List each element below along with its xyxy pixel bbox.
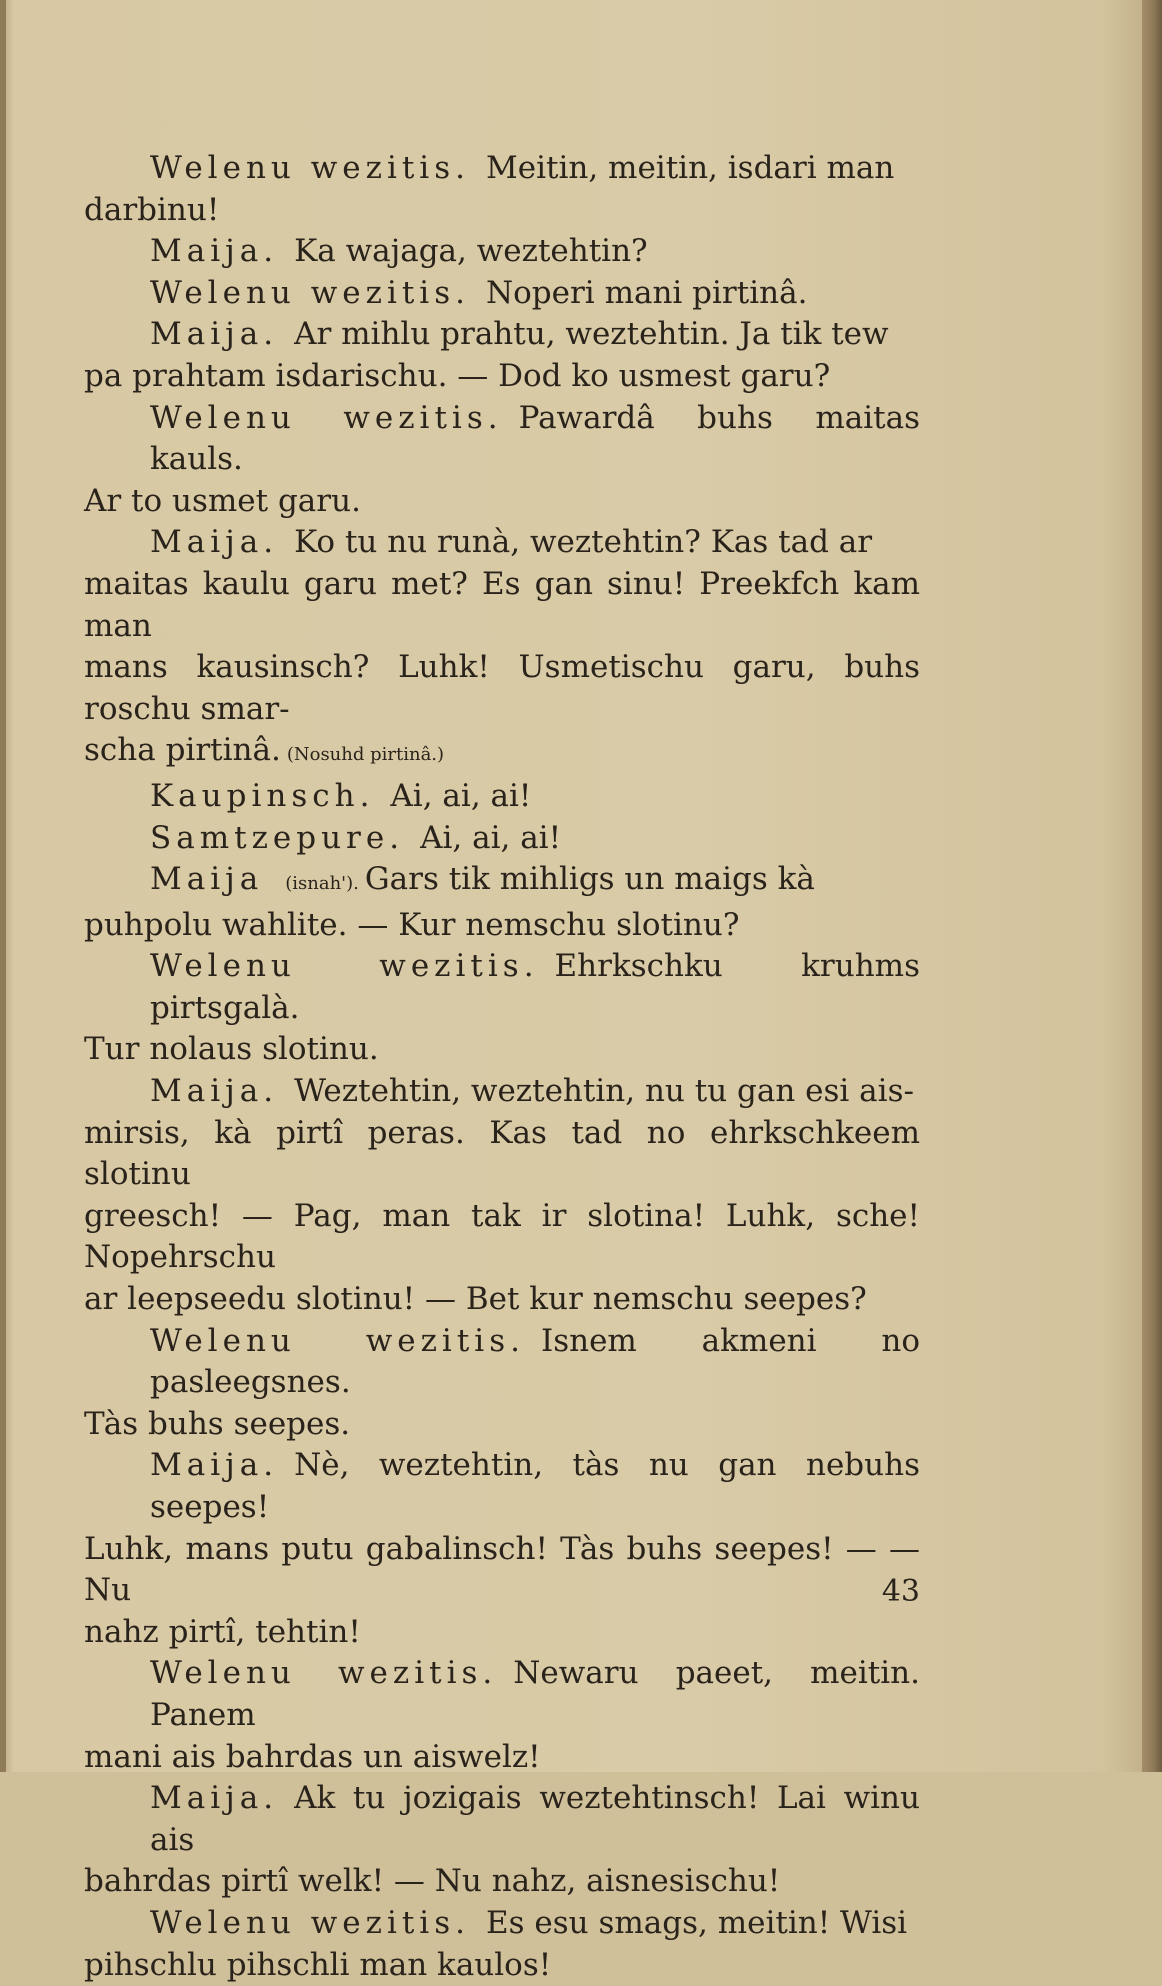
dialogue-text: Isnem akmeni no pasleegsnes. <box>150 1322 920 1401</box>
dialogue-continuation <box>84 905 920 947</box>
speaker-name: Maija <box>150 861 264 898</box>
dialogue-line <box>84 1653 920 1778</box>
speaker-name: Welenu wezitis. <box>150 1904 470 1941</box>
speaker-name: Maija. <box>150 233 279 270</box>
dialogue-first-line <box>84 1321 920 1404</box>
dialogue-continuation-text: puhpolu wahlite. — Kur nemschu slotinu? <box>84 906 740 943</box>
dialogue-first-line <box>84 273 920 315</box>
dialogue-line <box>84 1321 920 1446</box>
dialogue-text: Es esu smags, meitin! Wisi <box>486 1904 908 1941</box>
dialogue-line <box>84 818 920 860</box>
dialogue-continuation-text: greesch! — Pag, man tak ir slotina! Luhk, sche! Nopehrschu <box>84 1197 920 1276</box>
dialogue-first-line <box>84 398 920 481</box>
speaker-name: Kaupinsch. <box>150 777 375 814</box>
dialogue-first-line <box>84 1778 920 1861</box>
dialogue-continuation <box>84 1029 920 1071</box>
dialogue-continuation-text: bahrdas pirtî welk! — Nu nahz, aisnesischu! <box>84 1863 781 1900</box>
speaker-name: Welenu wezitis. <box>150 399 503 436</box>
page-number: 43 <box>881 1574 920 1609</box>
dialogue-continuation <box>84 481 920 523</box>
dialogue-text: Ehrkschku kruhms pirtsgalà. <box>150 948 920 1026</box>
dialogue-line <box>84 859 920 946</box>
dialogue-text: Ak tu jozigais weztehtinsch! Lai winu ais <box>150 1780 920 1858</box>
speaker-name: Maija. <box>150 524 279 561</box>
speaker-name: Maija. <box>150 316 279 353</box>
dialogue-line <box>84 1903 920 1986</box>
dialogue-continuation-text: pihschlu pihschli man kaulos! <box>84 1946 552 1983</box>
dialogue-first-line <box>84 859 920 905</box>
dialogue-continuation-text: pa prahtam isdarischu. — Dod ko usmest garu? <box>84 357 831 394</box>
dialogue-text: Gars tik mihligs un maigs kà <box>364 861 815 898</box>
dialogue-text: Ai, ai, ai! <box>390 777 532 814</box>
dialogue-line <box>84 273 920 315</box>
page-gutter <box>1142 0 1162 1772</box>
dialogue-line <box>84 398 920 523</box>
dialogue-text: Ar mihlu prahtu, weztehtin. Ja tik tew <box>294 316 889 353</box>
dialogue-first-line <box>84 818 920 860</box>
dialogue-continuation <box>84 1612 920 1654</box>
dialogue-line <box>84 776 920 818</box>
dialogue-continuation <box>84 1196 920 1279</box>
dialogue-first-line <box>84 1903 920 1945</box>
dialogue-line <box>84 231 920 273</box>
dialogue-line <box>84 148 920 231</box>
page-text <box>84 148 920 1986</box>
dialogue-continuation-text: mans kausinsch? Luhk! Usmetischu garu, buhs roschu smar- <box>84 649 920 727</box>
dialogue-text: Weztehtin, weztehtin, nu tu gan esi ais- <box>294 1073 914 1110</box>
dialogue-text: Newaru paeet, meitin. Panem <box>150 1655 920 1733</box>
dialogue-continuation-text: scha pirtinâ. <box>84 732 281 769</box>
dialogue-first-line <box>84 231 920 273</box>
dialogue-continuation-text: darbinu! <box>84 191 220 228</box>
dialogue-first-line <box>84 148 920 190</box>
dialogue-continuation <box>84 356 920 398</box>
speaker-name: Welenu wezitis. <box>150 1655 498 1692</box>
dialogue-line <box>84 946 920 1071</box>
dialogue-text: Ai, ai, ai! <box>420 819 562 856</box>
dialogue-continuation <box>84 1529 920 1612</box>
dialogue-text: Noperi mani pirtinâ. <box>486 274 808 311</box>
dialogue-continuation-text: maitas kaulu garu met? Es gan sinu! Preekfch kam man <box>84 565 920 644</box>
dialogue-first-line <box>84 314 920 356</box>
dialogue-continuation-text: mani ais bahrdas un aiswelz! <box>84 1738 541 1775</box>
dialogue-line <box>84 522 920 776</box>
dialogue-continuation <box>84 1113 920 1196</box>
dialogue-text: Meitin, meitin, isdari man <box>486 150 895 186</box>
page-left-edge <box>0 0 6 1772</box>
dialogue-continuation-text: mirsis, kà pirtî peras. Kas tad no ehrkschkeem slotinu <box>84 1114 920 1193</box>
dialogue-continuation-text: Tàs buhs seepes. <box>84 1405 351 1442</box>
dialogue-text: Ka wajaga, weztehtin? <box>294 233 648 270</box>
stage-direction: (Nosuhd pirtinâ.) <box>286 744 445 766</box>
dialogue-first-line <box>84 776 920 818</box>
dialogue-first-line <box>84 1445 920 1528</box>
dialogue-continuation <box>84 730 920 776</box>
dialogue-continuation-text: Tur nolaus slotinu. <box>84 1031 379 1068</box>
dialogue-text: Pawardâ buhs maitas kauls. <box>150 399 920 478</box>
dialogue-first-line <box>84 1653 920 1736</box>
dialogue-text: Nè, weztehtin, tàs nu gan nebuhs seepes! <box>150 1447 920 1525</box>
stage-direction: (isnah'). <box>285 873 359 895</box>
speaker-name: Welenu wezitis. <box>150 150 470 186</box>
dialogue-continuation-text: nahz pirtî, tehtin! <box>84 1613 361 1650</box>
speaker-name: Samtzepure. <box>150 819 405 856</box>
dialogue-line <box>84 1445 920 1653</box>
dialogue-text: Ko tu nu runà, weztehtin? Kas tad ar <box>294 524 873 561</box>
dialogue-line <box>84 314 920 397</box>
dialogue-first-line <box>84 1071 920 1113</box>
speaker-name: Maija. <box>150 1073 279 1110</box>
dialogue-line <box>84 1071 920 1321</box>
dialogue-continuation <box>84 564 920 647</box>
dialogue-continuation <box>84 1279 920 1321</box>
speaker-name: Maija. <box>150 1447 279 1484</box>
dialogue-continuation <box>84 1404 920 1446</box>
dialogue-continuation-text: Ar to usmet garu. <box>84 482 361 519</box>
dialogue-first-line <box>84 522 920 564</box>
dialogue-continuation-text: ar leepseedu slotinu! — Bet kur nemschu seepes? <box>84 1281 867 1318</box>
dialogue-continuation <box>84 1861 920 1903</box>
dialogue-line <box>84 1778 920 1903</box>
speaker-name: Welenu wezitis. <box>150 1322 525 1359</box>
speaker-name: Welenu wezitis. <box>150 948 539 985</box>
dialogue-first-line <box>84 946 920 1029</box>
dialogue-continuation <box>84 647 920 730</box>
speaker-name: Welenu wezitis. <box>150 274 470 311</box>
dialogue-continuation-text: Luhk, mans putu gabalinsch! Tàs buhs seepes! — — Nu <box>84 1530 920 1609</box>
dialogue-continuation <box>84 190 920 232</box>
speaker-name: Maija. <box>150 1780 279 1817</box>
dialogue-continuation <box>84 1945 920 1986</box>
